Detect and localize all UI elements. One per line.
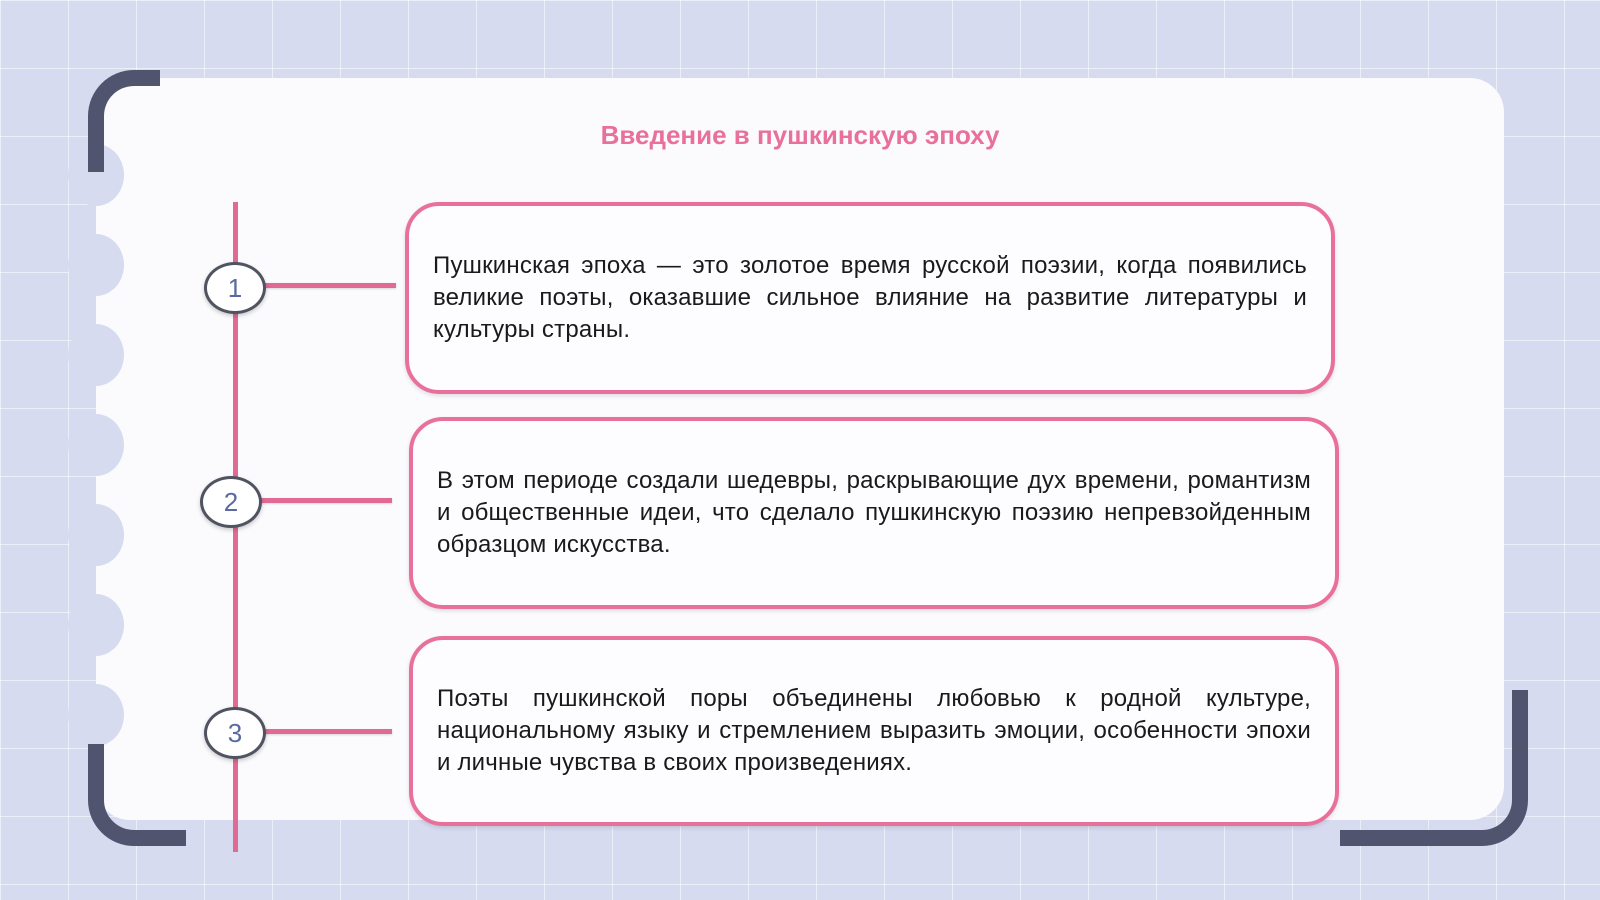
step-box-1: [405, 202, 1335, 394]
notebook-scallop: [68, 594, 124, 656]
step-number-2: 2: [200, 476, 262, 528]
notebook-scallop: [68, 234, 124, 296]
step-number-3: 3: [204, 707, 266, 759]
step-box-3: [409, 636, 1339, 826]
corner-bracket-bottom-left: [88, 744, 186, 846]
notebook-scallop: [68, 414, 124, 476]
step-number-1: 1: [204, 262, 266, 314]
notebook-scallop: [68, 684, 124, 746]
notebook-scallop: [68, 504, 124, 566]
timeline-connector-2: [258, 498, 392, 503]
timeline-connector-3: [262, 729, 392, 734]
notebook-scallop: [68, 324, 124, 386]
timeline-connector-1: [262, 283, 396, 288]
step-text-2: В этом периоде создали шедевры, раскрывающие дух времени, романтизм и общественные идеи, что сделало пушкинскую поэзию непревзойденным образцом искусства.: [437, 467, 1311, 558]
step-text-3: Поэты пушкинской поры объединены любовью к родной культуре, национальному языку и стремлением выразить эмоции, особенности эпохи и личные чувства в своих произведениях.: [437, 685, 1311, 776]
slide-title: Введение в пушкинскую эпоху: [600, 120, 1000, 150]
corner-bracket-bottom-right: [1340, 690, 1528, 846]
step-text-1: Пушкинская эпоха — это золотое время русской поэзии, когда появились великие поэты, оказавшие сильное влияние на развитие литературы и культуры страны.: [433, 252, 1307, 343]
step-box-2: [409, 417, 1339, 609]
corner-bracket-top-left: [88, 70, 160, 172]
